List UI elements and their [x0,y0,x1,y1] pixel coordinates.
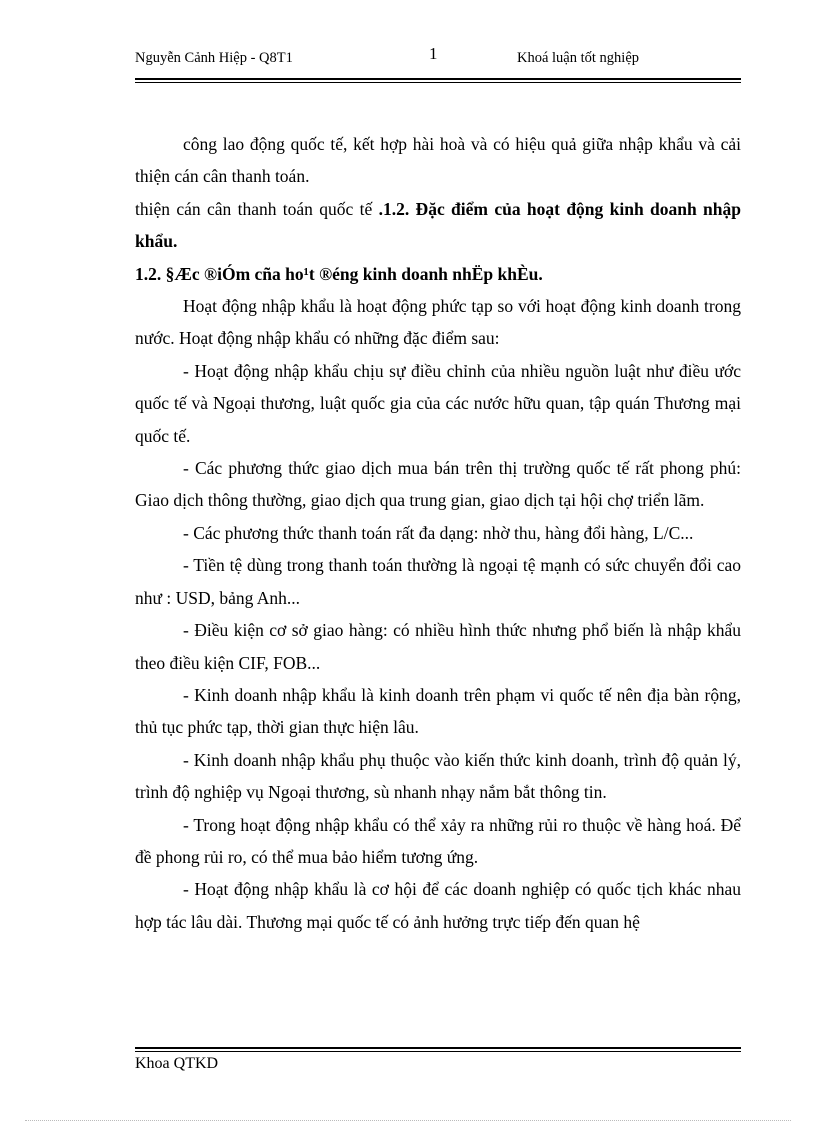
page-number: 1 [429,44,438,63]
paragraph-heading-mixed [135,193,741,258]
list-item: - Các phương thức giao dịch mua bán trên thị trường quốc tế rất phong phú: Giao dịch thông thường, giao dịch qua trung gian, giao dịch tại hội chợ triển lãm. [135,458,741,511]
list-item: - Hoạt động nhập khẩu là cơ hội để các doanh nghiệp có quốc tịch khác nhau hợp tác lâu dài. Thương mại quốc tế có ảnh hưởng trực tiếp đến quan hệ [135,879,741,932]
footer-rule [135,1047,741,1052]
list-item: - Tiền tệ dùng trong thanh toán thường là ngoại tệ mạnh có sức chuyển đổi cao như : USD, bảng Anh... [135,555,741,608]
list-item: - Kinh doanh nhập khẩu là kinh doanh trên phạm vi quốc tế nên địa bàn rộng, thủ tục phức tạp, thời gian thực hiện lâu. [135,684,741,738]
list-item: - Điều kiện cơ sở giao hàng: có nhiều hình thức nhưng phổ biến là nhập khẩu theo điều kiện CIF, FOB... [135,620,741,673]
document-body [135,128,741,938]
section-heading-inline: .1.2. Đặc điểm của hoạt động kinh doanh nhập khẩu. [135,198,742,252]
page-header [135,44,741,74]
header-author: Nguyễn Cảnh Hiệp - Q8T1 [135,50,293,66]
footer-department: Khoa QTKD [135,1055,219,1072]
header-thesis-title: Khoá luận tốt nghiệp [517,50,640,66]
paragraph: công lao động quốc tế, kết hợp hài hoà và có hiệu quả giữa nhập khẩu và cải thiện cán cân thanh toán. [135,134,741,187]
page-footer [135,1055,218,1073]
list-item: - Các phương thức thanh toán rất đa dạng: nhờ thu, hàng đổi hàng, L/C... [183,522,694,543]
paragraph: Hoạt động nhập khẩu là hoạt động phức tạp so với hoạt động kinh doanh trong nước. Hoạt động nhập khẩu có những đặc điểm sau: [135,296,741,349]
list-item: - Hoạt động nhập khẩu chịu sự điều chỉnh của nhiều nguồn luật như điều ước quốc tế và Ngoại thương, luật quốc gia của các nước hữu quan, tập quán Thương mại quốc tế. [135,360,741,446]
header-rule [135,78,741,83]
list-item: - Kinh doanh nhập khẩu phụ thuộc vào kiến thức kinh doanh, trình độ quản lý, trình độ nghiệp vụ Ngoại thương, sù nhanh nhạy nắm bắt thông tin. [135,749,741,803]
paragraph-fragment: thiện cán cân thanh toán quốc tế [135,198,373,219]
section-heading: 1.2. §Æc ®iÓm cña ho¹t ®éng kinh doanh nhËp khÈu. [135,263,543,284]
page-edge-divider [25,1120,791,1121]
list-item: - Trong hoạt động nhập khẩu có thể xảy ra những rủi ro thuộc về hàng hoá. Để đề phong rủi ro, có thể mua bảo hiểm tương ứng. [135,814,741,867]
